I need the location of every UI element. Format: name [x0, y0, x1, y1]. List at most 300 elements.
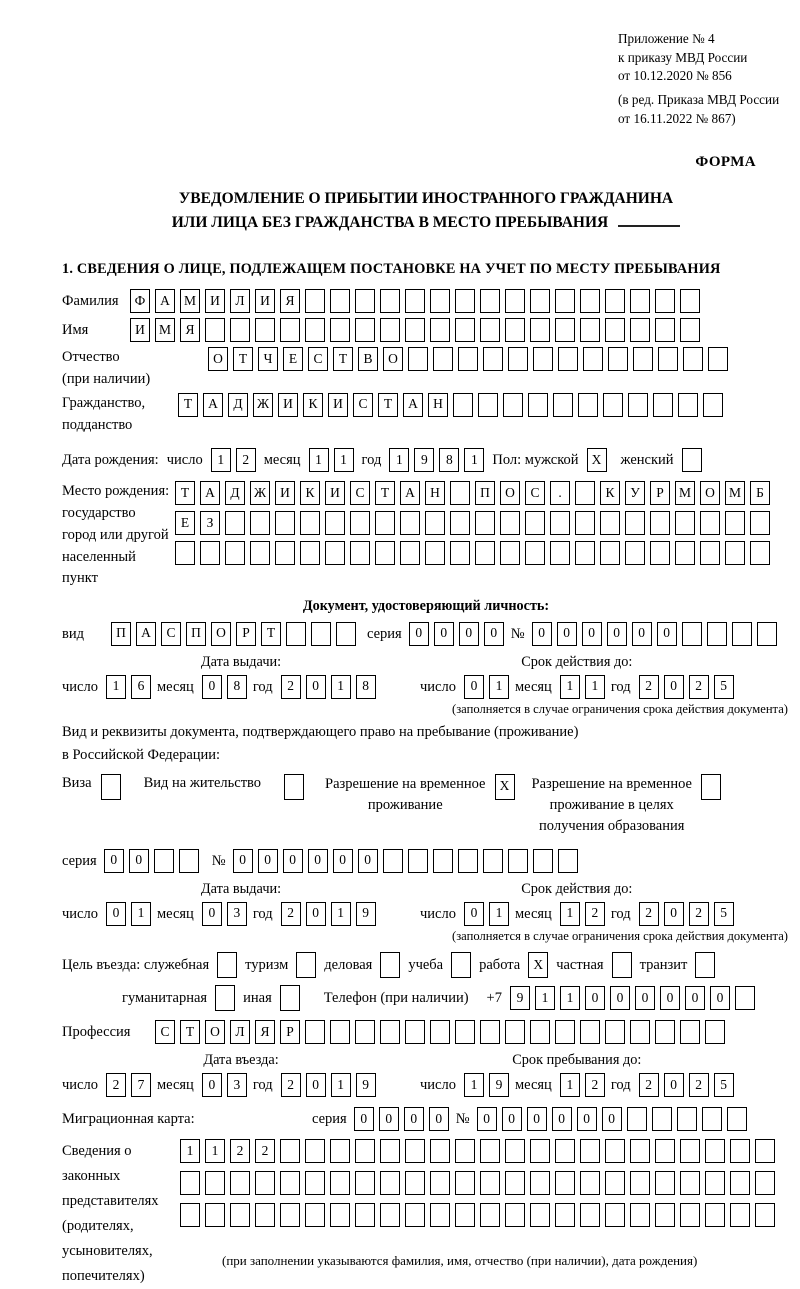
- residence-series-cell[interactable]: [179, 849, 199, 873]
- residence-number-cell[interactable]: 0: [258, 849, 278, 873]
- phone-digit-cell[interactable]: 1: [560, 986, 580, 1010]
- birthplace-cell[interactable]: Б: [750, 481, 770, 505]
- representatives-cell[interactable]: [730, 1171, 750, 1195]
- citizenship-cell[interactable]: С: [353, 393, 373, 417]
- birthplace-cell[interactable]: [325, 511, 345, 535]
- representatives-cell[interactable]: [630, 1171, 650, 1195]
- patronymic-cell[interactable]: [608, 347, 628, 371]
- patronymic-cell[interactable]: О: [383, 347, 403, 371]
- birthplace-cell[interactable]: [625, 541, 645, 565]
- representatives-cell[interactable]: [655, 1139, 675, 1163]
- birthplace-cell[interactable]: [750, 511, 770, 535]
- birthplace-cell[interactable]: М: [725, 481, 745, 505]
- patronymic-cell[interactable]: [483, 347, 503, 371]
- birthplace-cell[interactable]: [575, 511, 595, 535]
- birthplace-cell[interactable]: [500, 541, 520, 565]
- residence-series-cell[interactable]: 0: [104, 849, 124, 873]
- representatives-cell[interactable]: [555, 1139, 575, 1163]
- residence-valid-year-cell[interactable]: 0: [664, 902, 684, 926]
- profession-cell[interactable]: Л: [230, 1020, 250, 1044]
- birthplace-cell[interactable]: [625, 511, 645, 535]
- citizenship-cell[interactable]: Н: [428, 393, 448, 417]
- profession-cell[interactable]: [330, 1020, 350, 1044]
- id-doc-valid-day-cell[interactable]: 1: [489, 675, 509, 699]
- representatives-cell[interactable]: [680, 1171, 700, 1195]
- name-cell[interactable]: [505, 318, 525, 342]
- representatives-cell[interactable]: [605, 1203, 625, 1227]
- representatives-cell[interactable]: [380, 1171, 400, 1195]
- citizenship-cell[interactable]: [603, 393, 623, 417]
- migration-series-cell[interactable]: 0: [429, 1107, 449, 1131]
- birthplace-cell[interactable]: [450, 481, 470, 505]
- temp-residence-permit-checkbox[interactable]: X: [495, 774, 515, 800]
- representatives-cell[interactable]: 2: [255, 1139, 275, 1163]
- name-cell[interactable]: И: [130, 318, 150, 342]
- profession-cell[interactable]: [455, 1020, 475, 1044]
- surname-cell[interactable]: [330, 289, 350, 313]
- migration-number-cell[interactable]: 0: [502, 1107, 522, 1131]
- representatives-cell[interactable]: [705, 1203, 725, 1227]
- representatives-cell[interactable]: [705, 1171, 725, 1195]
- citizenship-cell[interactable]: [503, 393, 523, 417]
- residence-number-cell[interactable]: [483, 849, 503, 873]
- surname-cell[interactable]: [380, 289, 400, 313]
- surname-cell[interactable]: Л: [230, 289, 250, 313]
- sex-male-checkbox[interactable]: X: [587, 448, 607, 472]
- citizenship-cell[interactable]: [628, 393, 648, 417]
- stay-day-cell[interactable]: 9: [489, 1073, 509, 1097]
- id-doc-issue-month-cell[interactable]: 0: [202, 675, 222, 699]
- id-doc-type-cell[interactable]: [311, 622, 331, 646]
- phone-digit-cell[interactable]: 9: [510, 986, 530, 1010]
- birthplace-cell[interactable]: [250, 541, 270, 565]
- profession-cell[interactable]: [705, 1020, 725, 1044]
- residence-number-cell[interactable]: [558, 849, 578, 873]
- id-doc-valid-day-cell[interactable]: 0: [464, 675, 484, 699]
- representatives-cell[interactable]: [530, 1203, 550, 1227]
- birthplace-cell[interactable]: А: [400, 481, 420, 505]
- entry-month-cell[interactable]: 0: [202, 1073, 222, 1097]
- representatives-cell[interactable]: [330, 1171, 350, 1195]
- citizenship-cell[interactable]: [653, 393, 673, 417]
- patronymic-cell[interactable]: [433, 347, 453, 371]
- representatives-cell[interactable]: [205, 1171, 225, 1195]
- stay-year-cell[interactable]: 0: [664, 1073, 684, 1097]
- birthplace-cell[interactable]: [225, 541, 245, 565]
- birthplace-cell[interactable]: У: [625, 481, 645, 505]
- entry-year-cell[interactable]: 0: [306, 1073, 326, 1097]
- birthplace-cell[interactable]: [650, 511, 670, 535]
- birth-year-cell[interactable]: 1: [389, 448, 409, 472]
- residence-valid-year-cell[interactable]: 5: [714, 902, 734, 926]
- birthplace-cell[interactable]: [750, 541, 770, 565]
- purpose-work-checkbox[interactable]: X: [528, 952, 548, 978]
- phone-digit-cell[interactable]: 0: [660, 986, 680, 1010]
- birthplace-cell[interactable]: [425, 541, 445, 565]
- residence-valid-day-cell[interactable]: 0: [464, 902, 484, 926]
- surname-cell[interactable]: [480, 289, 500, 313]
- birthplace-cell[interactable]: К: [300, 481, 320, 505]
- representatives-cell[interactable]: [355, 1139, 375, 1163]
- patronymic-cell[interactable]: Ч: [258, 347, 278, 371]
- residence-permit-checkbox[interactable]: [284, 774, 304, 800]
- citizenship-cell[interactable]: К: [303, 393, 323, 417]
- patronymic-cell[interactable]: С: [308, 347, 328, 371]
- id-doc-issue-month-cell[interactable]: 8: [227, 675, 247, 699]
- name-cell[interactable]: [580, 318, 600, 342]
- surname-cell[interactable]: [405, 289, 425, 313]
- birthplace-cell[interactable]: [175, 541, 195, 565]
- representatives-cell[interactable]: 2: [230, 1139, 250, 1163]
- profession-cell[interactable]: Р: [280, 1020, 300, 1044]
- residence-number-cell[interactable]: 0: [308, 849, 328, 873]
- residence-number-cell[interactable]: [408, 849, 428, 873]
- phone-digit-cell[interactable]: 1: [535, 986, 555, 1010]
- id-doc-type-cell[interactable]: [286, 622, 306, 646]
- migration-number-cell[interactable]: [627, 1107, 647, 1131]
- profession-cell[interactable]: Я: [255, 1020, 275, 1044]
- citizenship-cell[interactable]: Д: [228, 393, 248, 417]
- id-doc-number-cell[interactable]: [707, 622, 727, 646]
- name-cell[interactable]: [255, 318, 275, 342]
- representatives-cell[interactable]: [480, 1203, 500, 1227]
- representatives-cell[interactable]: [680, 1139, 700, 1163]
- phone-digit-cell[interactable]: 0: [635, 986, 655, 1010]
- birthplace-cell[interactable]: [675, 511, 695, 535]
- id-doc-issue-year-cell[interactable]: 2: [281, 675, 301, 699]
- entry-month-cell[interactable]: 3: [227, 1073, 247, 1097]
- birth-month-cell[interactable]: 1: [309, 448, 329, 472]
- birthplace-cell[interactable]: Н: [425, 481, 445, 505]
- residence-number-cell[interactable]: [383, 849, 403, 873]
- citizenship-cell[interactable]: Т: [378, 393, 398, 417]
- residence-valid-year-cell[interactable]: 2: [689, 902, 709, 926]
- representatives-cell[interactable]: [730, 1139, 750, 1163]
- citizenship-cell[interactable]: [478, 393, 498, 417]
- id-doc-series-cell[interactable]: 0: [459, 622, 479, 646]
- stay-month-cell[interactable]: 2: [585, 1073, 605, 1097]
- birthplace-cell[interactable]: С: [525, 481, 545, 505]
- birthplace-cell[interactable]: Т: [375, 481, 395, 505]
- surname-cell[interactable]: Ф: [130, 289, 150, 313]
- birthplace-cell[interactable]: Д: [225, 481, 245, 505]
- purpose-tourism-checkbox[interactable]: [296, 952, 316, 978]
- surname-cell[interactable]: [555, 289, 575, 313]
- migration-series-cell[interactable]: 0: [354, 1107, 374, 1131]
- stay-year-cell[interactable]: 5: [714, 1073, 734, 1097]
- residence-issue-year-cell[interactable]: 9: [356, 902, 376, 926]
- birthplace-cell[interactable]: [575, 541, 595, 565]
- profession-cell[interactable]: [680, 1020, 700, 1044]
- representatives-cell[interactable]: [505, 1139, 525, 1163]
- citizenship-cell[interactable]: [703, 393, 723, 417]
- profession-cell[interactable]: [305, 1020, 325, 1044]
- birthplace-cell[interactable]: [475, 541, 495, 565]
- surname-cell[interactable]: А: [155, 289, 175, 313]
- representatives-cell[interactable]: [755, 1203, 775, 1227]
- birthplace-cell[interactable]: [350, 541, 370, 565]
- name-cell[interactable]: Я: [180, 318, 200, 342]
- representatives-cell[interactable]: [280, 1139, 300, 1163]
- profession-cell[interactable]: [405, 1020, 425, 1044]
- patronymic-cell[interactable]: [408, 347, 428, 371]
- migration-number-cell[interactable]: 0: [527, 1107, 547, 1131]
- representatives-cell[interactable]: [505, 1203, 525, 1227]
- visa-checkbox[interactable]: [101, 774, 121, 800]
- birthplace-cell[interactable]: [275, 511, 295, 535]
- representatives-cell[interactable]: [605, 1171, 625, 1195]
- residence-number-cell[interactable]: 0: [333, 849, 353, 873]
- surname-cell[interactable]: М: [180, 289, 200, 313]
- representatives-cell[interactable]: [405, 1203, 425, 1227]
- residence-valid-month-cell[interactable]: 1: [560, 902, 580, 926]
- birthplace-cell[interactable]: К: [600, 481, 620, 505]
- patronymic-cell[interactable]: [508, 347, 528, 371]
- citizenship-cell[interactable]: И: [328, 393, 348, 417]
- birthplace-cell[interactable]: С: [350, 481, 370, 505]
- residence-series-cell[interactable]: 0: [129, 849, 149, 873]
- surname-cell[interactable]: И: [205, 289, 225, 313]
- representatives-cell[interactable]: [180, 1203, 200, 1227]
- stay-day-cell[interactable]: 1: [464, 1073, 484, 1097]
- residence-issue-year-cell[interactable]: 1: [331, 902, 351, 926]
- representatives-cell[interactable]: [430, 1171, 450, 1195]
- citizenship-cell[interactable]: Т: [178, 393, 198, 417]
- id-doc-number-cell[interactable]: [757, 622, 777, 646]
- profession-cell[interactable]: С: [155, 1020, 175, 1044]
- surname-cell[interactable]: [680, 289, 700, 313]
- representatives-cell[interactable]: [455, 1139, 475, 1163]
- migration-number-cell[interactable]: [652, 1107, 672, 1131]
- id-doc-type-cell[interactable]: Р: [236, 622, 256, 646]
- phone-digit-cell[interactable]: 0: [610, 986, 630, 1010]
- residence-number-cell[interactable]: 0: [358, 849, 378, 873]
- id-doc-issue-day-cell[interactable]: 1: [106, 675, 126, 699]
- representatives-cell[interactable]: [380, 1203, 400, 1227]
- citizenship-cell[interactable]: Ж: [253, 393, 273, 417]
- residence-issue-month-cell[interactable]: 0: [202, 902, 222, 926]
- representatives-cell[interactable]: [480, 1171, 500, 1195]
- representatives-cell[interactable]: [355, 1203, 375, 1227]
- representatives-cell[interactable]: [230, 1203, 250, 1227]
- birthplace-cell[interactable]: [575, 481, 595, 505]
- phone-digit-cell[interactable]: 0: [710, 986, 730, 1010]
- birthplace-cell[interactable]: [200, 541, 220, 565]
- surname-cell[interactable]: [655, 289, 675, 313]
- name-cell[interactable]: М: [155, 318, 175, 342]
- birthplace-cell[interactable]: [700, 511, 720, 535]
- birthplace-cell[interactable]: [725, 541, 745, 565]
- name-cell[interactable]: [430, 318, 450, 342]
- residence-valid-month-cell[interactable]: 2: [585, 902, 605, 926]
- surname-cell[interactable]: [605, 289, 625, 313]
- profession-cell[interactable]: [480, 1020, 500, 1044]
- entry-year-cell[interactable]: 9: [356, 1073, 376, 1097]
- birthplace-cell[interactable]: З: [200, 511, 220, 535]
- id-doc-valid-year-cell[interactable]: 2: [639, 675, 659, 699]
- patronymic-cell[interactable]: В: [358, 347, 378, 371]
- representatives-cell[interactable]: [680, 1203, 700, 1227]
- patronymic-cell[interactable]: Е: [283, 347, 303, 371]
- representatives-cell[interactable]: [655, 1171, 675, 1195]
- profession-cell[interactable]: [555, 1020, 575, 1044]
- profession-cell[interactable]: [380, 1020, 400, 1044]
- birthplace-cell[interactable]: [400, 511, 420, 535]
- birthplace-cell[interactable]: [450, 511, 470, 535]
- citizenship-cell[interactable]: [528, 393, 548, 417]
- entry-year-cell[interactable]: 1: [331, 1073, 351, 1097]
- surname-cell[interactable]: [505, 289, 525, 313]
- id-doc-series-cell[interactable]: 0: [409, 622, 429, 646]
- birthplace-cell[interactable]: [500, 511, 520, 535]
- birth-year-cell[interactable]: 9: [414, 448, 434, 472]
- birthplace-cell[interactable]: [275, 541, 295, 565]
- representatives-cell[interactable]: [280, 1203, 300, 1227]
- birthplace-cell[interactable]: [300, 541, 320, 565]
- name-cell[interactable]: [455, 318, 475, 342]
- citizenship-cell[interactable]: [678, 393, 698, 417]
- name-cell[interactable]: [405, 318, 425, 342]
- stay-year-cell[interactable]: 2: [639, 1073, 659, 1097]
- representatives-cell[interactable]: [280, 1171, 300, 1195]
- profession-cell[interactable]: Т: [180, 1020, 200, 1044]
- migration-number-cell[interactable]: 0: [477, 1107, 497, 1131]
- residence-number-cell[interactable]: [533, 849, 553, 873]
- id-doc-type-cell[interactable]: [336, 622, 356, 646]
- name-cell[interactable]: [355, 318, 375, 342]
- edu-residence-permit-checkbox[interactable]: [701, 774, 721, 800]
- birthplace-cell[interactable]: [475, 511, 495, 535]
- id-doc-type-cell[interactable]: О: [211, 622, 231, 646]
- name-cell[interactable]: [480, 318, 500, 342]
- representatives-cell[interactable]: [430, 1139, 450, 1163]
- surname-cell[interactable]: [355, 289, 375, 313]
- birthplace-cell[interactable]: О: [700, 481, 720, 505]
- representatives-cell[interactable]: [530, 1171, 550, 1195]
- birthplace-cell[interactable]: [375, 511, 395, 535]
- representatives-cell[interactable]: [255, 1171, 275, 1195]
- residence-number-cell[interactable]: 0: [233, 849, 253, 873]
- name-cell[interactable]: [380, 318, 400, 342]
- birth-year-cell[interactable]: 1: [464, 448, 484, 472]
- residence-number-cell[interactable]: [433, 849, 453, 873]
- id-doc-type-cell[interactable]: П: [186, 622, 206, 646]
- purpose-transit-checkbox[interactable]: [695, 952, 715, 978]
- surname-cell[interactable]: [530, 289, 550, 313]
- representatives-cell[interactable]: [580, 1139, 600, 1163]
- id-doc-issue-day-cell[interactable]: 6: [131, 675, 151, 699]
- birthplace-cell[interactable]: Т: [175, 481, 195, 505]
- residence-number-cell[interactable]: 0: [283, 849, 303, 873]
- representatives-cell[interactable]: [605, 1139, 625, 1163]
- entry-year-cell[interactable]: 2: [281, 1073, 301, 1097]
- birthplace-cell[interactable]: [725, 511, 745, 535]
- profession-cell[interactable]: [505, 1020, 525, 1044]
- migration-series-cell[interactable]: 0: [379, 1107, 399, 1131]
- birthplace-cell[interactable]: [600, 511, 620, 535]
- id-doc-type-cell[interactable]: Т: [261, 622, 281, 646]
- birthplace-cell[interactable]: О: [500, 481, 520, 505]
- representatives-cell[interactable]: [755, 1171, 775, 1195]
- representatives-cell[interactable]: [305, 1203, 325, 1227]
- purpose-commercial-checkbox[interactable]: [380, 952, 400, 978]
- representatives-cell[interactable]: [380, 1139, 400, 1163]
- migration-number-cell[interactable]: 0: [552, 1107, 572, 1131]
- birthplace-cell[interactable]: [250, 511, 270, 535]
- birthplace-cell[interactable]: [525, 541, 545, 565]
- birthplace-cell[interactable]: [450, 541, 470, 565]
- birthplace-cell[interactable]: И: [325, 481, 345, 505]
- birthplace-cell[interactable]: .: [550, 481, 570, 505]
- name-cell[interactable]: [655, 318, 675, 342]
- surname-cell[interactable]: [430, 289, 450, 313]
- phone-digit-cell[interactable]: 0: [685, 986, 705, 1010]
- birthplace-cell[interactable]: [550, 541, 570, 565]
- patronymic-cell[interactable]: О: [208, 347, 228, 371]
- birth-day-cell[interactable]: 1: [211, 448, 231, 472]
- birthplace-cell[interactable]: [675, 541, 695, 565]
- representatives-cell[interactable]: [555, 1171, 575, 1195]
- name-cell[interactable]: [680, 318, 700, 342]
- sex-female-checkbox[interactable]: [682, 448, 702, 472]
- name-cell[interactable]: [605, 318, 625, 342]
- birthplace-cell[interactable]: Е: [175, 511, 195, 535]
- entry-day-cell[interactable]: 7: [131, 1073, 151, 1097]
- representatives-cell[interactable]: [430, 1203, 450, 1227]
- id-doc-number-cell[interactable]: 0: [607, 622, 627, 646]
- surname-cell[interactable]: [630, 289, 650, 313]
- residence-series-cell[interactable]: [154, 849, 174, 873]
- representatives-cell[interactable]: [655, 1203, 675, 1227]
- id-doc-valid-month-cell[interactable]: 1: [560, 675, 580, 699]
- patronymic-cell[interactable]: [583, 347, 603, 371]
- entry-day-cell[interactable]: 2: [106, 1073, 126, 1097]
- representatives-cell[interactable]: [455, 1171, 475, 1195]
- birthplace-cell[interactable]: П: [475, 481, 495, 505]
- surname-cell[interactable]: [580, 289, 600, 313]
- representatives-cell[interactable]: [630, 1203, 650, 1227]
- id-doc-valid-month-cell[interactable]: 1: [585, 675, 605, 699]
- profession-cell[interactable]: [355, 1020, 375, 1044]
- migration-number-cell[interactable]: [727, 1107, 747, 1131]
- representatives-cell[interactable]: [305, 1139, 325, 1163]
- purpose-humanitarian-checkbox[interactable]: [215, 985, 235, 1011]
- birthplace-cell[interactable]: [225, 511, 245, 535]
- representatives-cell[interactable]: [755, 1139, 775, 1163]
- name-cell[interactable]: [555, 318, 575, 342]
- patronymic-cell[interactable]: [533, 347, 553, 371]
- representatives-cell[interactable]: [330, 1203, 350, 1227]
- representatives-cell[interactable]: [505, 1171, 525, 1195]
- representatives-cell[interactable]: [730, 1203, 750, 1227]
- citizenship-cell[interactable]: [553, 393, 573, 417]
- birthplace-cell[interactable]: [700, 541, 720, 565]
- representatives-cell[interactable]: [480, 1139, 500, 1163]
- birthplace-cell[interactable]: [325, 541, 345, 565]
- id-doc-series-cell[interactable]: 0: [434, 622, 454, 646]
- id-doc-valid-year-cell[interactable]: 5: [714, 675, 734, 699]
- profession-cell[interactable]: [530, 1020, 550, 1044]
- patronymic-cell[interactable]: [683, 347, 703, 371]
- name-cell[interactable]: [205, 318, 225, 342]
- surname-cell[interactable]: [455, 289, 475, 313]
- representatives-cell[interactable]: [630, 1139, 650, 1163]
- id-doc-number-cell[interactable]: 0: [657, 622, 677, 646]
- purpose-business-checkbox[interactable]: [217, 952, 237, 978]
- birthplace-cell[interactable]: М: [675, 481, 695, 505]
- name-cell[interactable]: [330, 318, 350, 342]
- surname-cell[interactable]: [305, 289, 325, 313]
